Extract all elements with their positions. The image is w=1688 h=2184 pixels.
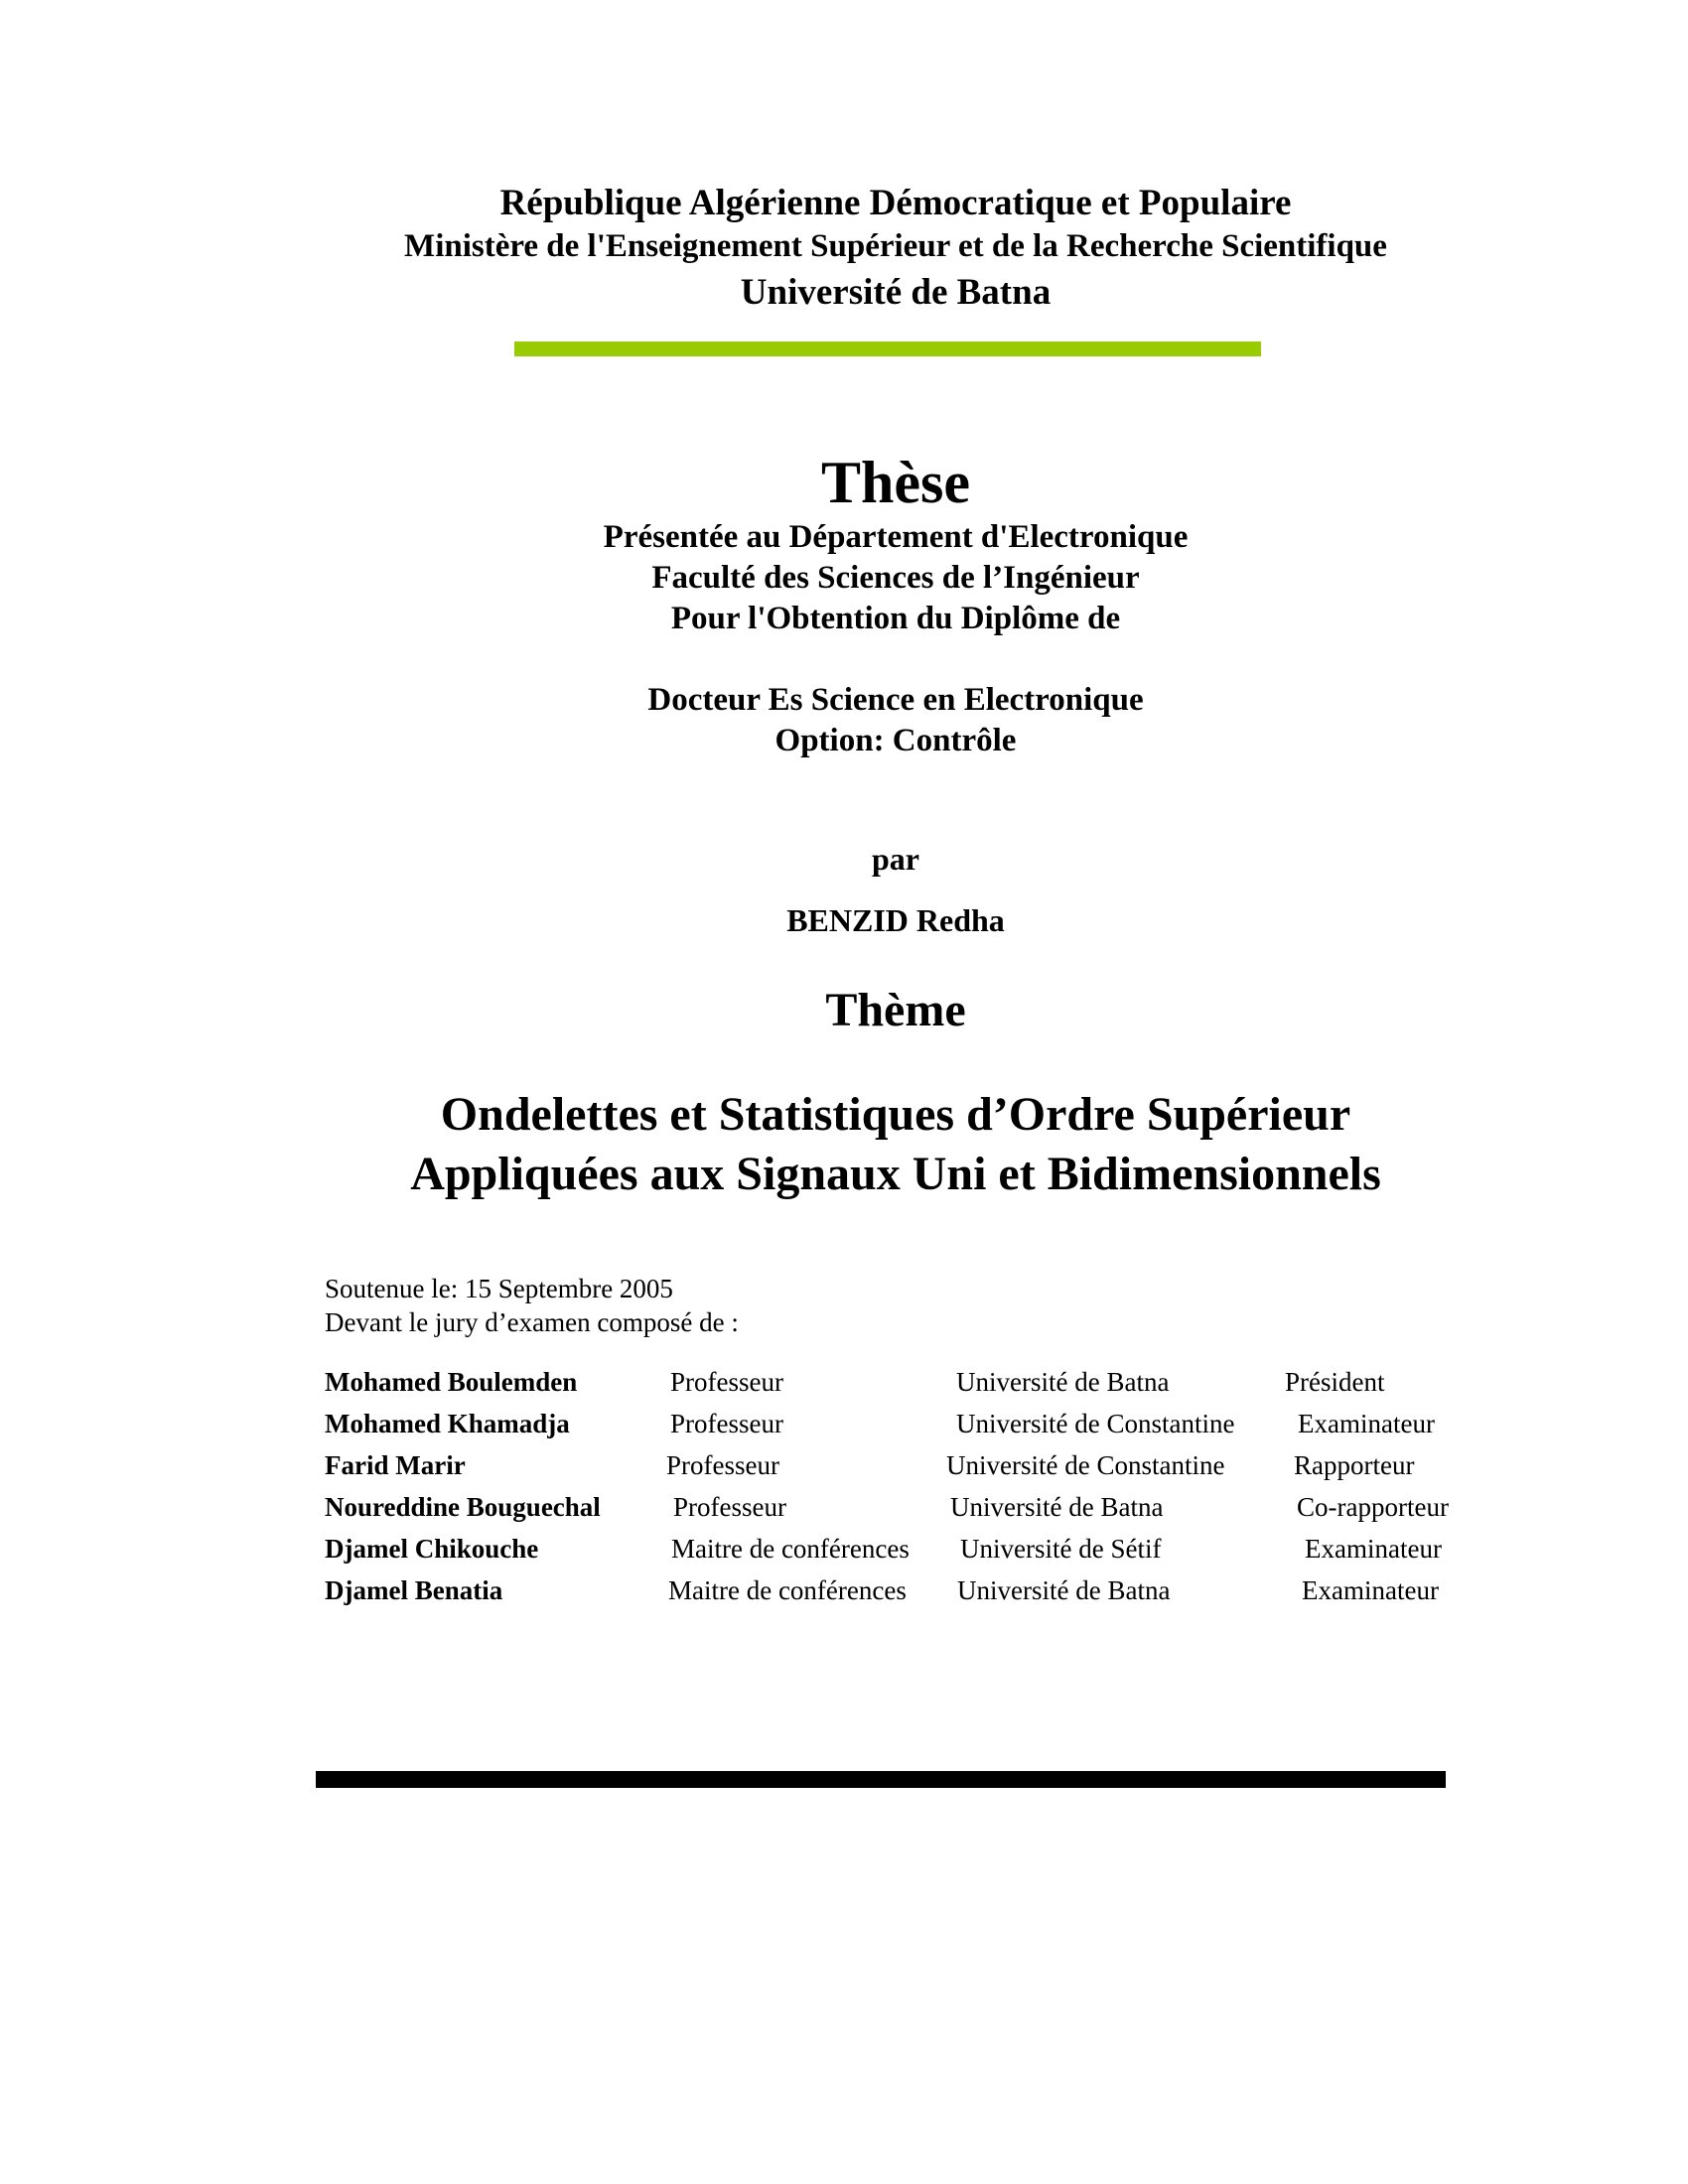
- jury-member-name: Noureddine Bouguechal: [325, 1492, 601, 1522]
- jury-member-grade: Professeur: [666, 1450, 779, 1480]
- degree-line: Docteur Es Science en Electronique: [647, 682, 1144, 718]
- jury-member-role: Co-rapporteur: [1297, 1492, 1449, 1522]
- defense-date: Soutenue le: 15 Septembre 2005: [325, 1274, 673, 1303]
- jury-member-university: Université de Constantine: [946, 1450, 1225, 1480]
- author-name: BENZID Redha: [786, 902, 1005, 938]
- ministry-name: Ministère de l'Enseignement Supérieur et de la Recherche Scientifique: [404, 228, 1387, 264]
- jury-member-name: Farid Marir: [325, 1450, 466, 1480]
- jury-member-name: Djamel Benatia: [325, 1575, 503, 1605]
- jury-member-grade: Professeur: [670, 1367, 783, 1397]
- jury-member-university: Université de Sétif: [960, 1534, 1162, 1564]
- university-name: Université de Batna: [740, 272, 1052, 313]
- jury-member-name: Djamel Chikouche: [325, 1534, 539, 1564]
- bottom-black-rule: [316, 1771, 1446, 1788]
- theme-title-line-2: Appliquées aux Signaux Uni et Bidimensionnels: [410, 1148, 1381, 1200]
- by-label: par: [872, 841, 919, 877]
- jury-member-grade: Maitre de conférences: [671, 1534, 910, 1564]
- option-line: Option: Contrôle: [774, 723, 1017, 758]
- jury-member-grade: Maitre de conférences: [668, 1575, 907, 1605]
- jury-member-role: Examinateur: [1305, 1534, 1442, 1564]
- jury-member-university: Université de Batna: [950, 1492, 1164, 1522]
- department-line: Présentée au Département d'Electronique: [603, 519, 1189, 555]
- theme-label: Thème: [825, 984, 966, 1036]
- theme-title-line-1: Ondelettes et Statistiques d’Ordre Supérieur: [440, 1088, 1351, 1141]
- jury-member-university: Université de Batna: [956, 1367, 1170, 1397]
- jury-member-university: Université de Batna: [957, 1575, 1171, 1605]
- faculty-line: Faculté des Sciences de l’Ingénieur: [651, 560, 1140, 596]
- jury-member-grade: Professeur: [670, 1409, 783, 1438]
- jury-member-university: Université de Constantine: [956, 1409, 1235, 1438]
- jury-member-role: Examinateur: [1298, 1409, 1435, 1438]
- jury-member-name: Mohamed Khamadja: [325, 1409, 570, 1438]
- jury-member-role: Rapporteur: [1294, 1450, 1415, 1480]
- jury-member-name: Mohamed Boulemden: [325, 1367, 578, 1397]
- country-name: République Algérienne Démocratique et Populaire: [499, 183, 1292, 223]
- thesis-title: Thèse: [821, 450, 970, 515]
- jury-intro: Devant le jury d’examen composé de :: [325, 1307, 739, 1337]
- top-green-rule: [514, 341, 1261, 356]
- jury-member-grade: Professeur: [673, 1492, 786, 1522]
- jury-member-role: Examinateur: [1302, 1575, 1439, 1605]
- jury-member-role: Président: [1285, 1367, 1385, 1397]
- purpose-line: Pour l'Obtention du Diplôme de: [670, 601, 1121, 636]
